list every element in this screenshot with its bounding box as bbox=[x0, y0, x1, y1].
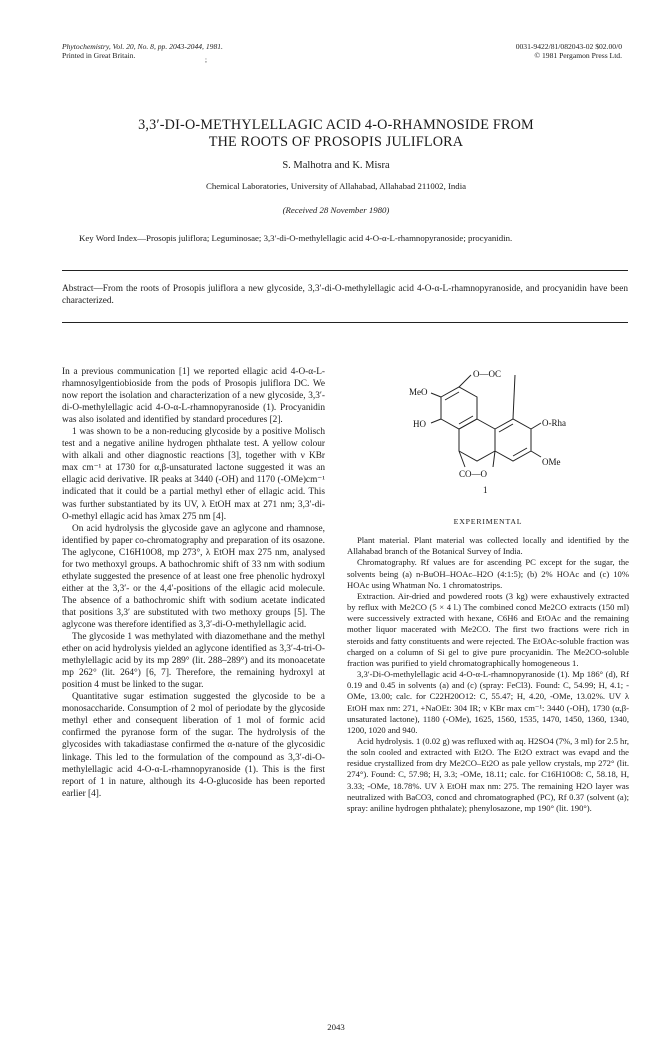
journal-line-2: Printed in Great Britain. bbox=[62, 51, 136, 60]
label-ho: HO bbox=[413, 419, 426, 429]
structure-drawing bbox=[395, 365, 575, 495]
paragraph-extraction: Extraction. Air-dried and powdered roots (3 kg) were exhaustively extracted by reflux with Me2CO (5 × 4 l.) The combined concd Me2CO extracts (150 ml) were successively extracted with hexane, C6H6 and EtOAc and the remaining mother liquor macerated with Me2CO. The first two fractions were rich in steroids and fatty constituents and were rejected. The EtOAc-soluble fraction was charged on a column of Si gel to give pure procyanidin. The Me2CO-soluble fraction was purified to yield chromatographically homogeneous 1. bbox=[347, 590, 629, 668]
code-line-2: © 1981 Pergamon Press Ltd. bbox=[534, 51, 622, 60]
label-meo: MeO bbox=[409, 387, 428, 397]
paragraph-characterization: 1 was shown to be a non-reducing glycoside by a positive Molisch test and a negative aniline hydrogen phthalate test. A yellow colour with alkali and other diagnostic reactions [3], together with ν KBr max cm⁻¹ at 1730 for α,β-unsaturated lactone suggested it was an ellagic acid derivative. IR peaks at 3440 (-OH) and 1170 (-OMe)cm⁻¹ indicated that it could be a partial methyl ether of ellagic acid. This was further substantiated by its UV, λ EtOH max at 271 nm; 3,3′-di-O-methyl ellagic acid has λmax 275 nm [4]. bbox=[62, 427, 325, 522]
label-ome: OMe bbox=[542, 457, 561, 467]
keyword-index: Key Word Index—Prosopis juliflora; Leguminosae; 3,3′-di-O-methylellagic acid 4-O-α-L-rhamnopyranoside; procyanidin. bbox=[79, 233, 513, 243]
left-column bbox=[62, 366, 325, 800]
middle-ring bbox=[459, 419, 495, 461]
paragraph-intro: In a previous communication [1] we reported ellagic acid 4-O-α-L-rhamnosylgentiobioside from the pods of Prosopis juliflora DC. We now report the isolation and characterization of a new glycoside, 3,3′-di-O-methylellagic acid 4-O-α-L-rhamnopyranoside (1). Procyanidin was also isolated and identified by standard procedures [2]. bbox=[62, 367, 325, 426]
rule-bottom bbox=[62, 322, 628, 323]
journal-citation bbox=[62, 42, 223, 60]
code-line-1: 0031-9422/81/082043-02 $02.00/0 bbox=[515, 42, 622, 51]
title-line-1: 3,3′-DI-O-METHYLELLAGIC ACID 4-O-RHAMNOSIDE FROM bbox=[138, 117, 534, 133]
chemical-structure bbox=[395, 365, 575, 495]
section-heading-experimental: EXPERIMENTAL bbox=[453, 517, 523, 526]
label-orha: O-Rha bbox=[542, 418, 566, 428]
article-title bbox=[0, 117, 672, 151]
right-ring bbox=[495, 419, 531, 461]
paragraph-acid-hydrolysis: Acid hydrolysis. 1 (0.02 g) was refluxed with aq. H2SO4 (7%, 3 ml) for 2.5 hr, the soln cooled and extracted with Et2O. The Et2O extract was evapd and the residue crystallized from dry Me2CO–Et2O as pale yellow crystals, mp 272° (lit. 274°). Found: C, 57.98; H, 3.3; -OMe, 18.11; calc. for C16H10O8: C, 58.18, H, 3.33; -OMe, 18.78%. UV λ EtOH max nm: 275. The remaining H2O layer was neutralized with BaCO3, concd and chromatographed (PC), Rf 0.37 (solvent (a); spray: aniline hydrogen phthalate); phenylosazone, mp 190° (lit. 190°). bbox=[347, 735, 629, 813]
abstract: Abstract—From the roots of Prosopis juliflora a new glycoside, 3,3′-di-O-methylellagic acid 4-O-α-L-rhamnopyranoside, and procyanidin have been characterized. bbox=[62, 284, 628, 306]
margin-mark: ; bbox=[205, 56, 207, 64]
paragraph-sugar: Quantitative sugar estimation suggested the glycoside to be a monosaccharide. Consumption of 2 mol of periodate by the glycoside methyl ether and consequent liberation of 1 mol of formic acid confirmed the pyranose form of the sugar. The hydrolysis of the glycosides with takadiastase confirmed the α-nature of the glycosidic linkage. This led to the formulation of the compound as 3,3′-di-O-methylellagic acid 4-O-α-L-rhamnopyranoside (1). This is the first report of 1 in nature, although its 4-O-glucoside has been reported earlier [4]. bbox=[62, 692, 325, 799]
rule-top bbox=[62, 270, 628, 271]
title-line-2: THE ROOTS OF PROSOPIS JULIFLORA bbox=[208, 134, 464, 150]
paragraph-compound-data: 3,3′-Di-O-methylellagic acid 4-O-α-L-rhamnopyranoside (1). Mp 186° (d), Rf 0.19 and 0.45 in solvents (a) and (c) (spray: FeCl3). Found: C, 54.99; H, 4.1; -OMe, 13.00; calc. for C22H20O12: C, 55.47; H, 4.20, -OMe, 13.02%. UV λ EtOH max nm: 271, +NaOEt: 304 IR; ν KBr max cm⁻¹: 3440 (-OH), 1730 (α,β-unsaturated lactone), 1180 (-OMe), 1625, 1560, 1535, 1470, 1450, 1360, 1340, 1200, 1020 and 940. bbox=[347, 669, 629, 735]
journal-code bbox=[516, 42, 622, 60]
right-column bbox=[347, 516, 629, 814]
journal-line-1: Phytochemistry, Vol. 20, No. 8, pp. 2043-2044, 1981. bbox=[62, 42, 223, 51]
received-date: (Received 28 November 1980) bbox=[282, 205, 390, 215]
paragraph-chromatography: Chromatography. Rf values are for ascending PC except for the sugar, the solvents being (a) n-BuOH–HOAc–H2O (4:1:5); (b) 2% HOAc and (c) 10% HOAc using Whatman No. 1 chromatostrips. bbox=[347, 557, 629, 590]
label-o-oc: O—OC bbox=[473, 369, 502, 379]
affiliation: Chemical Laboratories, University of Allahabad, Allahabad 211002, India bbox=[205, 181, 467, 191]
paragraph-hydrolysis: On acid hydrolysis the glycoside gave an aglycone and rhamnose, identified by paper co-chromatography and preparation of its osazone. The aglycone, C16H10O8, mp 273°, λ EtOH max 275 nm, analysed for two methoxyl groups. A bathochromic shift of 33 nm with sodium ethylate suggested the presence of at least one free phenolic hydroxyl either at the 3,3′- or the 4,4′-positions of the ellagic acid molecule. The absence of a bathochromic shift with sodium acetate indicated that positions 3,3′ are substituted with two methoxy groups [5]. The aglycone was therefore identified as 3,3′-di-O-methylellagic acid. bbox=[62, 523, 325, 630]
authors: S. Malhotra and K. Misra bbox=[282, 160, 390, 171]
left-ring bbox=[441, 387, 477, 429]
paragraph-methylation: The glycoside 1 was methylated with diazomethane and the methyl ether on acid hydrolysis yielded an aglycone identified as 3,3′-4-tri-O-methylellagic acid by its mp 289° (lit. 288–289°) and its monoacetate mp 262° (lit. 264°) [6, 7]. Therefore, the remaining hydroxyl at position 4 must be linked to the sugar. bbox=[62, 632, 325, 691]
page-number: 2043 bbox=[327, 1022, 345, 1032]
paragraph-plant-material: Plant material. Plant material was collected locally and identified by the Allahabad branch of the Botanical Survey of India. bbox=[347, 535, 629, 557]
label-co-o: CO—O bbox=[459, 469, 488, 479]
compound-number: 1 bbox=[483, 485, 488, 495]
